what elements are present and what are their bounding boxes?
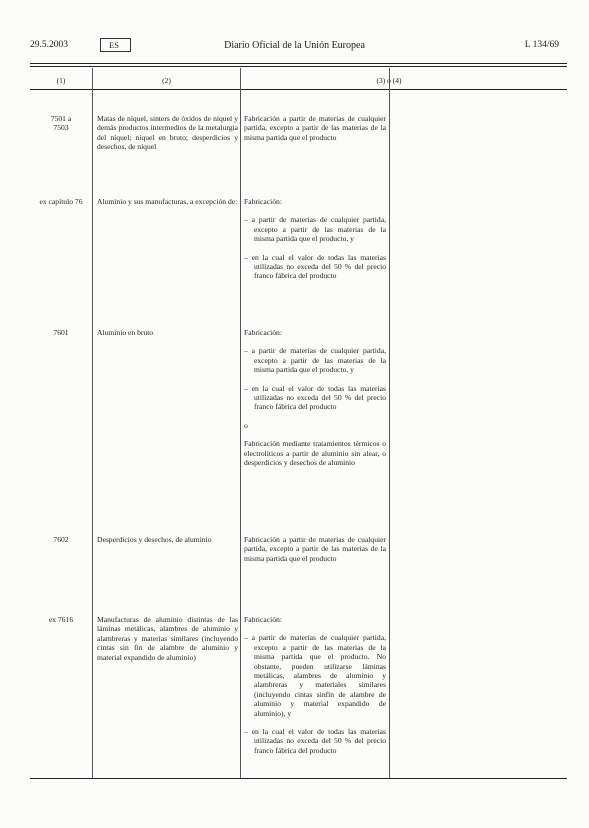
rule-paragraph: Fabricación a partir de materias de cualquier partida, excepto a partir de las materias de la misma partida que el producto xyxy=(244,535,386,563)
column-header-1: (1) xyxy=(56,76,66,85)
rule-dash-item: – en la cual el valor de todas las materias utilizadas no exceda del 50 % del precio franco fábrica del producto xyxy=(244,383,386,412)
table-top-rule-2 xyxy=(30,66,567,67)
row-code: ex 7616 xyxy=(48,615,74,624)
rule-dash-item: – en la cual el valor de todas las materias utilizadas no exceda del 50 % del precio franco fábrica del producto xyxy=(244,252,386,281)
rule-or: o xyxy=(244,420,248,430)
table-bottom-rule xyxy=(30,778,567,779)
row-description: Aluminio en bruto xyxy=(97,328,154,337)
column-divider-3 xyxy=(389,68,390,778)
rule-dash-item: – a partir de materias de cualquier partida, excepto a partir de las materias de la misma partida que el producto. No obstante, pueden utilizarse láminas metálicas, alambres de aluminio y alambreras y materiales similares (incluyendo cintas sinfín de alambre de aluminio y material expandido de aluminio), y xyxy=(244,633,386,718)
rule-paragraph: Fabricación a partir de materias de cualquier partida, excepto a partir de las materias de la misma partida que el producto xyxy=(244,114,386,142)
column-header-2: (2) xyxy=(162,76,171,85)
rule-dash-item: – a partir de materias de cualquier partida, excepto a partir de las materias de la misma partida que el producto, y xyxy=(244,346,386,375)
row-rule xyxy=(244,535,386,572)
rule-paragraph: Fabricación mediante tratamientos térmicos o electrolíticos a partir de aluminio sin alear, o desperdicios y desechos de aluminio xyxy=(244,439,386,468)
rule-dash-item: – en la cual el valor de todas las materias utilizadas no exceda del 50 % del precio franco fábrica del producto xyxy=(244,727,386,755)
row-rule xyxy=(244,197,386,290)
rule-paragraph: Fabricación: xyxy=(244,328,282,337)
column-header-3-4: (3) o (4) xyxy=(376,76,402,85)
row-rule xyxy=(244,114,386,151)
language-badge: ES xyxy=(100,38,131,52)
rule-paragraph: Fabricación: xyxy=(244,615,282,624)
row-description: Matas de níquel, sinters de óxidos de níquel y demás productos intermedios de la metalurgia del níquel; níquel en bruto; desperdicios y desechos, de níquel xyxy=(97,114,238,152)
journal-title: Diario Oficial de la Unión Europea xyxy=(224,40,365,51)
header-date: 29.5.2003 xyxy=(30,40,68,50)
page-number: L 134/69 xyxy=(524,40,559,50)
rule-paragraph: Fabricación: xyxy=(244,197,282,206)
row-code: 7601 xyxy=(53,328,69,337)
row-description: Desperdicios y desechos, de aluminio xyxy=(97,535,212,544)
row-code: 7501 a 7503 xyxy=(50,114,72,133)
column-divider-1 xyxy=(92,68,93,778)
row-code: ex capítulo 76 xyxy=(39,197,83,206)
rule-dash-item: – a partir de materias de cualquier partida, excepto a partir de las materias de la misma partida que el producto, y xyxy=(244,215,386,244)
row-description: Manufacturas de aluminio distintas de las láminas metálicas, alambres de aluminio y alambreras y materias similares (incluyendo cintas sin fin de alambre de aluminio y material expandido de aluminio) xyxy=(97,615,238,662)
row-description: Aluminio y sus manufacturas, a excepción de: xyxy=(97,197,238,206)
row-code: 7602 xyxy=(53,535,69,544)
row-rule xyxy=(244,328,386,476)
table-top-rule xyxy=(30,63,567,64)
row-rule xyxy=(244,615,386,764)
column-divider-2 xyxy=(240,68,241,778)
table-header-rule xyxy=(30,89,567,90)
